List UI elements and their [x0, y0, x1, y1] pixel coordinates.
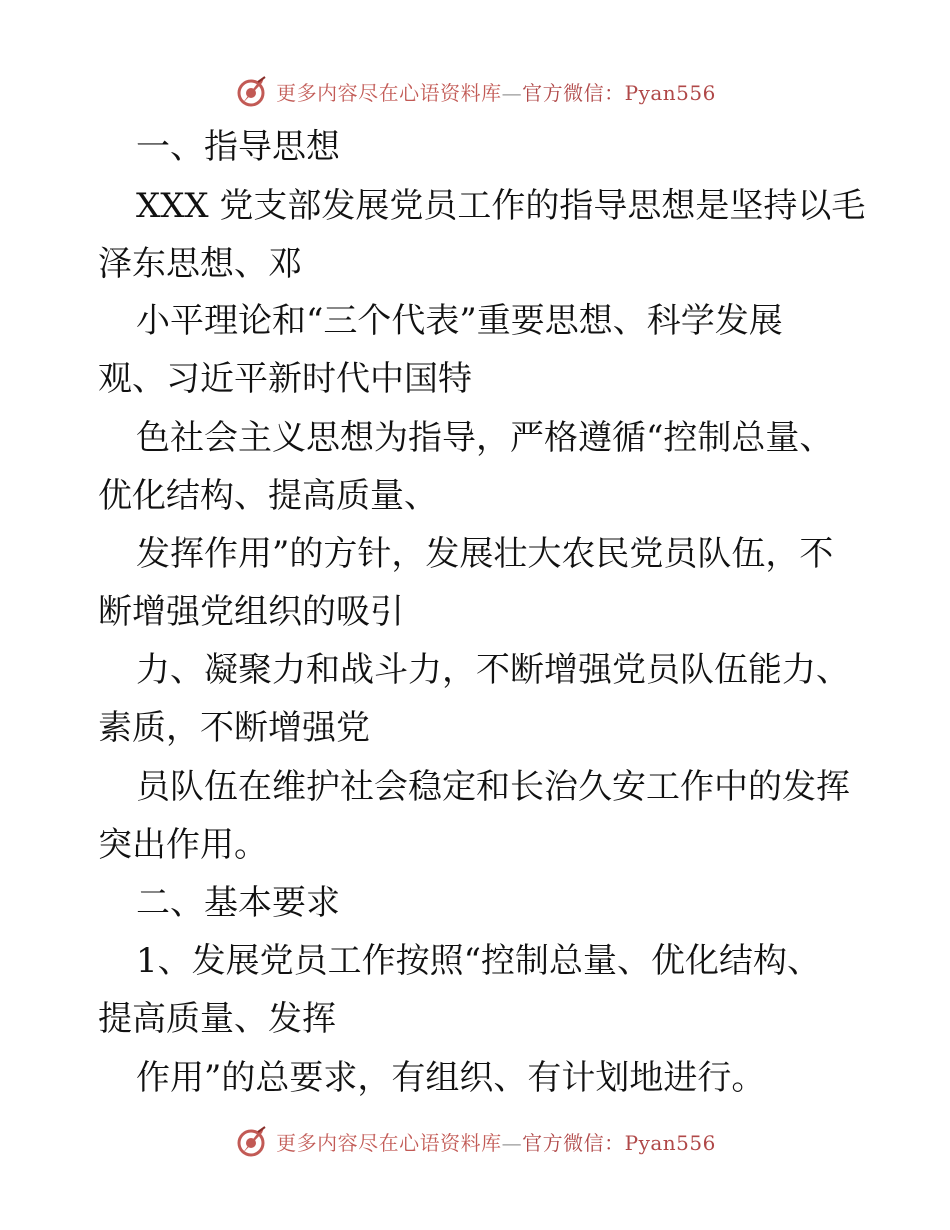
paragraph-line: 素质，不断增强党 — [98, 708, 370, 748]
watermark-brand: 更多内容尽在心语资料库 — [276, 1130, 502, 1155]
paragraph-line: 小平理论和“三个代表”重要思想、科学发展 — [136, 301, 783, 341]
watermark-dash: — — [501, 80, 523, 105]
paragraph-line: 色社会主义思想为指导，严格遵循“控制总量、 — [136, 418, 834, 458]
watermark-banner-bottom — [0, 1121, 950, 1161]
watermark-dash: — — [501, 1130, 523, 1155]
quill-pen-logo-icon — [234, 74, 268, 108]
paragraph-line: 泽东思想、邓 — [98, 244, 302, 284]
paragraph-line: 作用”的总要求，有组织、有计划地进行。 — [136, 1058, 766, 1098]
watermark-brand: 更多内容尽在心语资料库 — [276, 80, 502, 105]
watermark-text — [276, 1127, 716, 1156]
watermark-text — [276, 77, 716, 106]
watermark-wechat: 官方微信：Pyan556 — [522, 80, 716, 105]
paragraph-line: 1、发展党员工作按照“控制总量、优化结构、 — [136, 941, 822, 981]
section-heading-1: 一、指导思想 — [136, 127, 340, 167]
paragraph-line: 力、凝聚力和战斗力，不断增强党员队伍能力、 — [136, 650, 850, 690]
paragraph-line: 突出作用。 — [98, 825, 268, 865]
paragraph-line: 优化结构、提高质量、 — [98, 476, 438, 516]
paragraph-line: 提高质量、发挥 — [98, 999, 336, 1039]
paragraph-line: 发挥作用”的方针，发展壮大农民党员队伍，不 — [136, 534, 834, 574]
watermark-wechat: 官方微信：Pyan556 — [522, 1130, 716, 1155]
paragraph-line: XXX 党支部发展党员工作的指导思想是坚持以毛 — [136, 186, 866, 226]
quill-pen-logo-icon — [234, 1124, 268, 1158]
paragraph-line: 观、习近平新时代中国特 — [98, 359, 472, 399]
section-heading-2: 二、基本要求 — [136, 883, 340, 923]
watermark-banner-top — [0, 71, 950, 111]
paragraph-line: 断增强党组织的吸引 — [98, 592, 404, 632]
paragraph-line: 员队伍在维护社会稳定和长治久安工作中的发挥 — [136, 767, 850, 807]
